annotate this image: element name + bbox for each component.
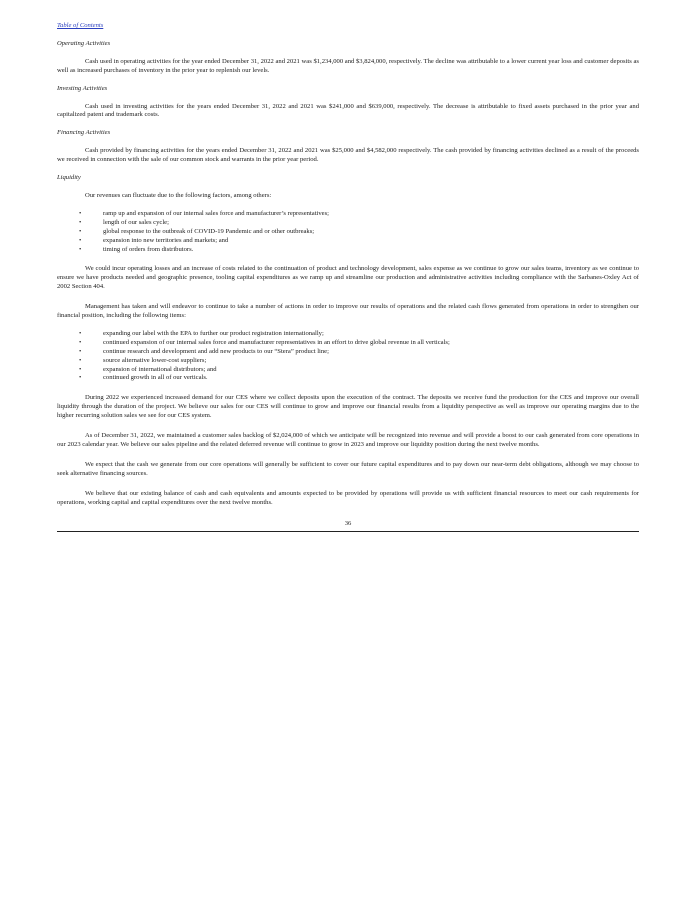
list-item: • length of our sales cycle;	[79, 218, 169, 226]
list-item: • global response to the outbreak of COVID-19 Pandemic and or other outbreaks;	[79, 227, 315, 235]
list-item: • continue research and development and add new products to our “Stera” product line;	[79, 347, 329, 355]
revenue-factors-list	[57, 210, 639, 255]
financing-activities-heading: Financing Activities	[57, 129, 111, 137]
bullet-icon: •	[79, 365, 82, 373]
bullet-icon: •	[79, 329, 82, 337]
list-item: • source alternative lower-cost suppliers;	[79, 356, 207, 364]
bullet-icon: •	[79, 218, 82, 226]
bullet-icon: •	[79, 356, 82, 364]
liquidity-intro-paragraph: Our revenues can fluctuate due to the following factors, among others:	[85, 191, 272, 199]
bullet-icon: •	[79, 245, 82, 253]
operating-activities-paragraph: Cash used in operating activities for the year ended December 31, 2022 and 2021 was $1,234,000 and $3,824,000, respectively. The decline was attributable to a lower current year loss and customer deposits as well as increased purchases of inventory in the prior year to replenish our levels.	[57, 57, 639, 74]
list-item: • timing of orders from distributors.	[79, 245, 194, 253]
list-item: • ramp up and expansion of our internal sales force and manufacturer’s representatives;	[79, 209, 329, 217]
liquidity-heading: Liquidity	[57, 174, 81, 182]
ces-demand-paragraph: During 2022 we experienced increased demand for our CES where we collect deposits upon the execution of the contract. The deposits we receive fund the production for the CES and improve our overall liquidity through the duration of the project. We believe our sales for our CES will continue to grow and improve our financial results from a liquidity perspective as well as improve our operating margins due to the higher recurring solution sales we see for our CES system.	[57, 394, 639, 420]
management-actions-list	[57, 330, 639, 383]
bullet-icon: •	[79, 227, 82, 235]
bullet-icon: •	[79, 236, 82, 244]
bullet-icon: •	[79, 209, 82, 217]
investing-activities-paragraph: Cash used in investing activities for the years ended December 31, 2022 and 2021 was $241,000 and $639,000, respectively. The decrease is attributable to fixed assets purchased in the prior year and capitalized patent and trademark costs.	[57, 102, 639, 119]
page-number: 36	[344, 519, 352, 527]
investing-activities-heading: Investing Activities	[57, 84, 108, 92]
bullet-icon: •	[79, 374, 82, 382]
bullet-icon: •	[79, 338, 82, 346]
operating-activities-heading: Operating Activities	[57, 39, 111, 47]
list-item: • expansion into new territories and markets; and	[79, 236, 229, 244]
list-item: • expanding our label with the EPA to further our product registration internationally;	[79, 329, 324, 337]
list-item: • continued growth in all of our verticals.	[79, 374, 208, 382]
sales-backlog-paragraph: As of December 31, 2022, we maintained a customer sales backlog of $2,024,000 of which we anticipate will be recognized into revenue and will provide a boost to our cash generated from core operations in our 2023 calendar year. We believe our sales pipeline and the related deferred revenue will continue to grow in 2023 and improve our liquidity position during the next twelve months.	[57, 432, 639, 448]
financing-activities-paragraph: Cash provided by financing activities for the years ended December 31, 2022 and 2021 was $25,000 and $4,582,000 respectively. The cash provided by financing activities declined as a result of the proceeds we received in connection with the sale of our common stock and warrants in the prior year period.	[57, 147, 639, 164]
list-item: • expansion of international distributors; and	[79, 365, 217, 373]
footer-divider	[57, 531, 639, 532]
bullet-icon: •	[79, 347, 82, 355]
operating-losses-paragraph: We could incur operating losses and an increase of costs related to the continuation of product and technology development, sales expense as we continue to grow our sales teams, inventory as we continue to ensure we have products needed and geographic presence, tooling capital expenditures as we ramp up and streamline our production and administrative activities including compliance with the Sarbanes-Oxley Act of 2002 Section 404.	[57, 265, 639, 291]
document-page	[57, 22, 639, 532]
management-actions-paragraph: Management has taken and will endeavor to continue to take a number of actions in order to improve our results of operations and the related cash flows generated from operations in order to strengthen our financial position, including the following items:	[57, 303, 639, 320]
sufficiency-paragraph: We believe that our existing balance of cash and cash equivalents and amounts expected to be provided by operations will provide us with sufficient financial resources to meet our cash requirements for operations, working capital and capital expenditures over the next twelve months.	[57, 489, 639, 506]
list-item: • continued expansion of our internal sales force and manufacturer representatives in an effort to drive global revenue in all verticals;	[79, 338, 450, 346]
table-of-contents-link[interactable]: Table of Contents	[57, 22, 104, 29]
cash-expectation-paragraph: We expect that the cash we generate from our core operations will generally be sufficient to cover our future capital expenditures and to pay down our near-term debt obligations, although we may choose to seek alternative financing sources.	[57, 460, 639, 477]
